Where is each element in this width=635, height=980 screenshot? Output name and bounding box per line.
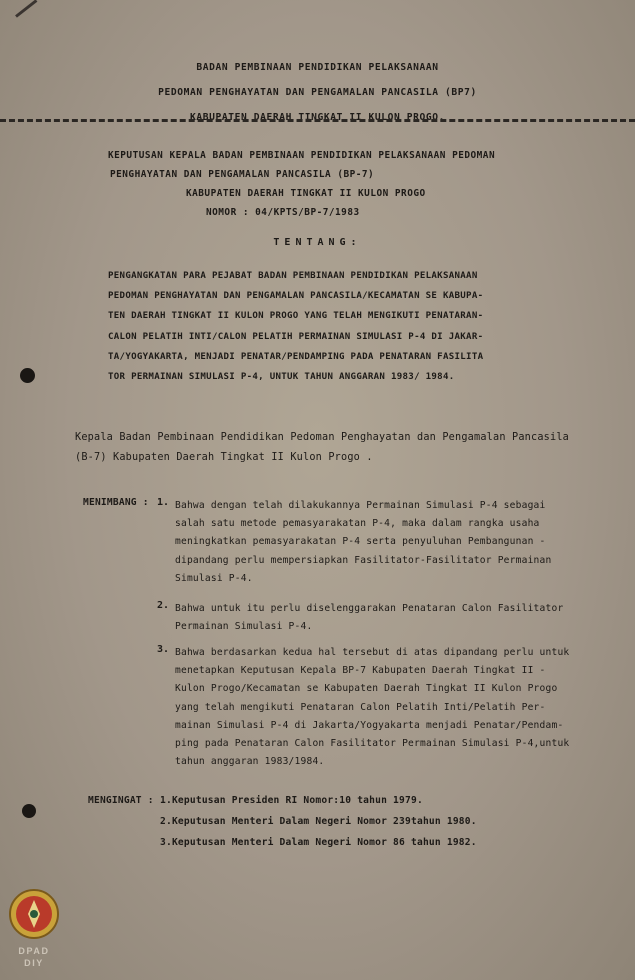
paragraph-line: Kulon Progo/Kecamatan se Kabupaten Daerah Tingkat II Kulon Progo <box>175 683 558 695</box>
menimbang-item-3 <box>175 644 569 771</box>
menimbang-item-number: 2. <box>157 600 170 611</box>
mengingat-item: 1.Keputusan Presiden RI Nomor:10 tahun 1979. <box>160 795 423 806</box>
pencil-mark <box>15 0 37 18</box>
paragraph-line: Bahwa berdasarkan kedua hal tersebut di atas dipandang perlu untuk <box>175 647 570 658</box>
decree-number: NOMOR : 04/KPTS/BP-7/1983 <box>206 207 360 218</box>
menimbang-item-number: 1. <box>157 497 170 508</box>
menimbang-item-2 <box>175 600 563 636</box>
subject-line: TOR PERMAINAN SIMULASI P-4, UNTUK TAHUN ANGGARAN 1983/ 1984. <box>108 372 455 383</box>
decree-title <box>108 146 495 222</box>
mengingat-item: 2.Keputusan Menteri Dalam Negeri Nomor 239tahun 1980. <box>160 816 477 827</box>
paragraph-line: salah satu metode pemasyarakatan P-4, maka dalam rangka usaha <box>175 518 540 530</box>
paragraph-line: dipandang perlu mempersiapkan Fasilitator-Fasilitator Permainan <box>175 554 552 566</box>
paragraph-line: tahun anggaran 1983/1984. <box>175 756 325 768</box>
watermark-line-1: DPAD <box>18 946 50 956</box>
decree-subject <box>108 266 483 387</box>
paragraph-line: ping pada Penataran Calon Fasilitator Permainan Simulasi P-4,untuk <box>175 738 570 750</box>
mengingat-list <box>160 790 477 853</box>
letterhead-line-2: PEDOMAN PENGHAYATAN DAN PENGAMALAN PANCASILA (BP7) <box>158 87 477 98</box>
issuer-line: (B-7) Kabupaten Daerah Tingkat II Kulon Progo . <box>75 451 373 463</box>
subject-line: PENGANGKATAN PARA PEJABAT BADAN PEMBINAAN PENDIDIKAN PELAKSANAAN <box>108 271 478 281</box>
decree-title-line-2: PENGHAYATAN DAN PENGAMALAN PANCASILA (BP-7) <box>110 169 375 180</box>
punch-hole <box>22 804 36 818</box>
subject-line: TEN DAERAH TINGKAT II KULON PROGO YANG TELAH MENGIKUTI PENATARAN- <box>108 311 484 322</box>
letterhead-line-3: KABUPATEN DAERAH TINGKAT II KULON PROGO. <box>189 112 446 123</box>
archive-seal-icon <box>8 888 60 940</box>
paragraph-line: Bahwa untuk itu perlu diselenggarakan Penataran Calon Fasilitator <box>175 603 564 614</box>
mengingat-item: 3.Keputusan Menteri Dalam Negeri Nomor 86 tahun 1982. <box>160 837 477 848</box>
archive-watermark <box>6 945 62 969</box>
header-divider <box>0 119 635 125</box>
subject-line: TA/YOGYAKARTA, MENJADI PENATAR/PENDAMPING PADA PENATARAN FASILITA <box>108 351 484 362</box>
paragraph-line: yang telah mengikuti Penataran Calon Pelatih Inti/Pelatih Per- <box>175 701 546 713</box>
menimbang-item-number: 3. <box>157 644 170 655</box>
issuer-line: Kepala Badan Pembinaan Pendidikan Pedoman Penghayatan dan Pengamalan Pancasila <box>75 432 570 443</box>
subject-line: CALON PELATIH INTI/CALON PELATIH PERMAINAN SIMULASI P-4 DI JAKAR- <box>108 331 484 342</box>
watermark-line-2: DIY <box>24 958 44 968</box>
tentang-heading: TENTANG: <box>273 237 362 248</box>
paragraph-line: Permainan Simulasi P-4. <box>175 621 313 633</box>
mengingat-label: MENGINGAT : <box>88 795 154 806</box>
punch-hole <box>20 368 35 383</box>
paragraph-line: meningkatkan pemasyarakatan P-4 serta penyuluhan Pembangunan - <box>175 536 546 548</box>
issuer-statement <box>75 428 569 467</box>
decree-title-line-1: KEPUTUSAN KEPALA BADAN PEMBINAAN PENDIDIKAN PELAKSANAAN PEDOMAN <box>108 150 496 161</box>
paragraph-line: Bahwa dengan telah dilakukannya Permainan Simulasi P-4 sebagai <box>175 500 546 511</box>
letterhead-line-1: BADAN PEMBINAAN PENDIDIKAN PELAKSANAAN <box>196 62 439 73</box>
menimbang-label: MENIMBANG : <box>83 497 149 508</box>
paragraph-line: Simulasi P-4. <box>175 572 253 584</box>
subject-line: PEDOMAN PENGHAYATAN DAN PENGAMALAN PANCASILA/KECAMATAN SE KABUPA- <box>108 291 484 302</box>
menimbang-item-1 <box>175 497 551 588</box>
paragraph-line: menetapkan Keputusan Kepala BP-7 Kabupaten Daerah Tingkat II - <box>175 665 546 677</box>
paragraph-line: mainan Simulasi P-4 di Jakarta/Yogyakarta menjadi Penatar/Pendam- <box>175 719 564 731</box>
decree-title-line-3: KABUPATEN DAERAH TINGKAT II KULON PROGO <box>186 188 426 199</box>
